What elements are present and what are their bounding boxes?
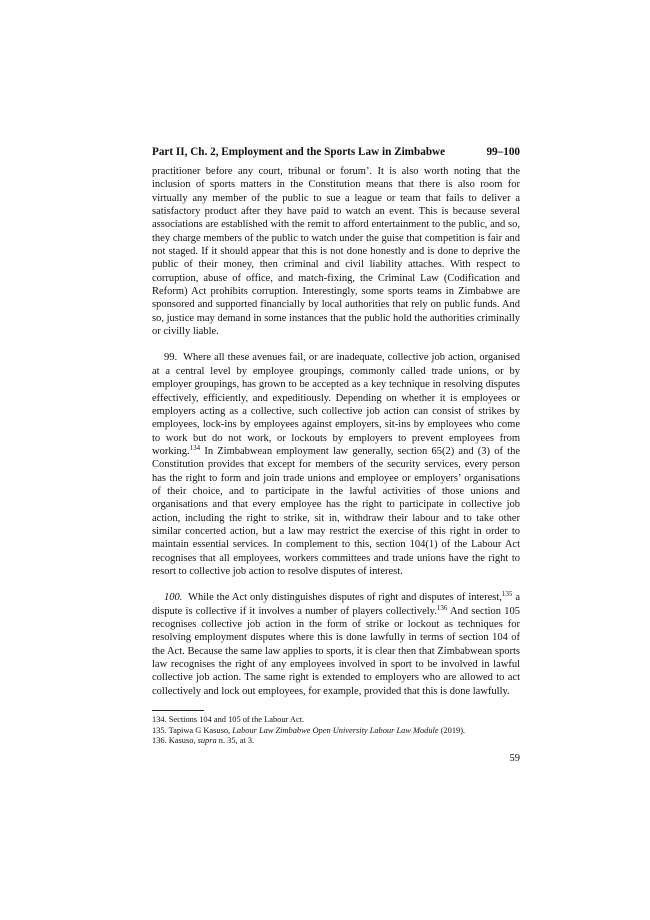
footnote-text: 135. Tapiwa G Kasuso, <box>152 725 233 735</box>
footnote-divider <box>152 710 204 711</box>
footnote-134: 134. Sections 104 and 105 of the Labour Act. <box>152 715 305 725</box>
chapter-title: Part II, Ch. 2, Employment and the Sports Law in Zimbabwe <box>152 146 446 158</box>
footnote-title: Labour Law Zimbabwe Open University Labour Law Module <box>232 725 439 735</box>
footnotes <box>152 715 520 747</box>
paragraph-text: In Zimbabwean employment law generally, section 65(2) and (3) of the Constitution provides that except for members of the security services, every person has the right to form and join trade unions and employee or employers’ organisations of their choice, and to participate in the lawful activities of those unions and organisations and that every employee has the right to participate in collective job action, including the right to strike, sit in, withdraw their labour and to take other similar concerted action, but a law may restrict the exercise of this right in order to maintain essential services. In complement to this, section 104(1) of the Labour Act recognises that all employees, workers committees and trade unions have the right to resort to collective job action to resolve disputes of interest. <box>152 445 520 577</box>
footnote-136 <box>152 736 520 747</box>
footnote-text: 136. Kasuso, <box>152 736 198 746</box>
running-header <box>152 145 520 159</box>
paragraph-text: And section 105 recognises collective job action in the form of strike or lockout as techniques for resolving employment disputes where this is done lawfully in terms of section 104 of the Act. Because the same law applies to sports, it is clear then that Zimbabwean sports law recognises the right of any employees involved in sport to be involved in lawful collective job action. The same right is extended to employers who are allowed to act collectively and lock out employees, for example, provided that this is done lawfully. <box>152 605 520 697</box>
footnote-ref[interactable]: 134 <box>189 443 201 452</box>
footnote-135 <box>152 726 520 737</box>
paragraph-99 <box>152 351 520 578</box>
paragraph-number: 100. <box>164 592 183 604</box>
paragraph-number: 99. <box>164 352 178 364</box>
footnote-ref[interactable]: 135 <box>501 590 513 599</box>
footnote-italic: supra <box>197 736 217 746</box>
body-text <box>152 165 520 698</box>
footnote-ref[interactable]: 136 <box>436 603 448 612</box>
paragraph-text: a dispute is collective if it involves a number of players collectively. <box>152 592 520 617</box>
footnote-text: n. 35, at 3. <box>216 736 255 746</box>
page-number: 59 <box>509 753 520 764</box>
paragraph-text: Where all these avenues fail, or are inadequate, collective job action, organised at a central level by employee groupings, commonly called trade unions, or by employer groupings, has grown to be accepted as a key technique in resolving disputes effectively, efficiently, and expeditiously. Depending on whether it is employees or employers acting as a collective, such collective job action can consist of strikes by employees, lock-ins by employees against employers, sit-ins by employees who come to work but do not work, or lockouts by employers to prevent employees from working. <box>152 352 520 457</box>
paragraph-continued: practitioner before any court, tribunal or forum’. It is also worth noting that the inclusion of sports matters in the Constitution means that there is also room for virtually any member of the public to sue a league or team that fails to deliver a satisfactory product after they have paid to watch an event. This is because several associations are established with the remit to afford entertainment to the public, and so, they charge members of the public to watch under the guise that competition is fair and not staged. If it should appear that this is not done honestly and is done to deprive the public of their money, then criminal and civil liability attaches. With respect to corruption, abuse of office, and match-fixing, the Criminal Law (Codification and Reform) Act prohibits corruption. Interestingly, some sports teams in Zimbabwe are sponsored and supported financially by local authorities that rely on public funds. And so, justice may demand in some instances that the public hold the authorities criminally or civilly liable. <box>152 166 520 338</box>
paragraph-text: While the Act only distinguishes disputes of right and disputes of interest, <box>188 592 502 604</box>
paragraph-range: 99–100 <box>486 146 520 158</box>
paragraph-100 <box>152 591 520 698</box>
footnote-text: (2019). <box>438 725 466 735</box>
page <box>152 145 520 764</box>
